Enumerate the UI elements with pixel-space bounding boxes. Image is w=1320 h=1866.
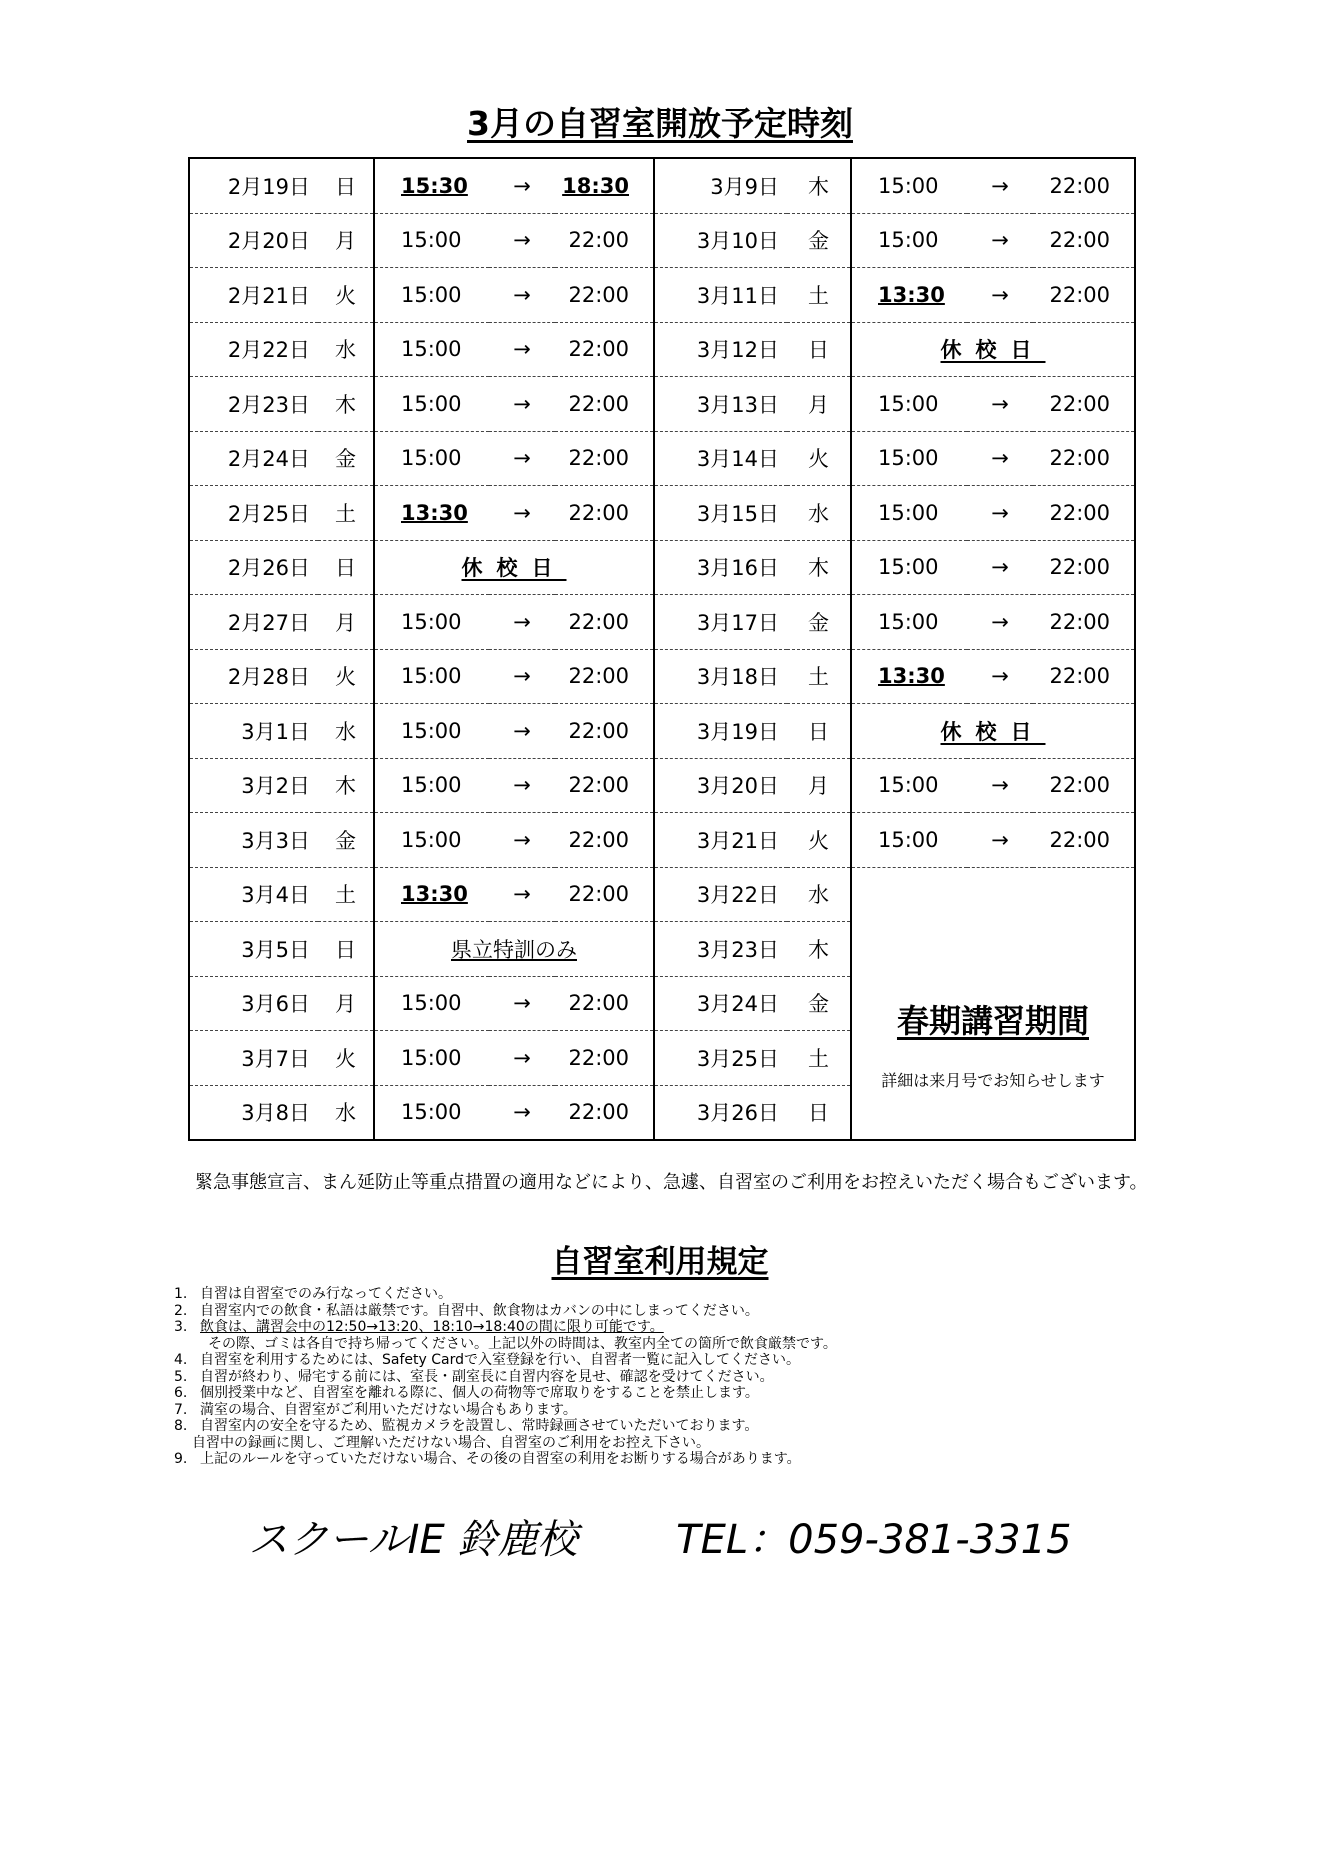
close-time: 22:00: [1033, 595, 1135, 650]
close-time: 22:00: [555, 268, 654, 323]
open-time: 15:00: [374, 322, 489, 377]
date-cell: 3月14日: [654, 431, 787, 486]
arrow: →: [513, 1100, 531, 1125]
date-cell: 3月13日: [654, 377, 787, 432]
close-time: 22:00: [555, 1031, 654, 1086]
open-time: 15:00: [374, 213, 489, 268]
weekday-cell: 水: [787, 867, 851, 922]
weekday-cell: 木: [787, 922, 851, 977]
weekday-cell: 木: [787, 540, 851, 595]
open-time: 15:00: [851, 213, 967, 268]
close-time: 22:00: [1033, 540, 1135, 595]
weekday-cell: 火: [318, 268, 374, 323]
open-time: 15:00: [851, 595, 967, 650]
open-time: 13:30: [851, 268, 967, 323]
weekday-cell: 月: [318, 976, 374, 1031]
rule-item: 3. 飲食は、講習会中の12:50→13:20、18:10→18:40の間に限り可能です。: [174, 1319, 664, 1335]
weekday-cell: 木: [787, 158, 851, 213]
date-cell: 2月27日: [189, 595, 318, 650]
date-cell: 2月23日: [189, 377, 318, 432]
weekday-cell: 水: [318, 1085, 374, 1140]
arrow: →: [489, 813, 555, 868]
open-time: 15:00: [374, 431, 489, 486]
arrow: →: [967, 377, 1033, 432]
date-cell: 2月20日: [189, 213, 318, 268]
weekday-cell: 水: [787, 486, 851, 541]
close-time: 22:00: [555, 1085, 654, 1140]
close-time: 22:00: [1033, 486, 1135, 541]
spring-course-note: 詳細は来月号でお知らせします: [881, 1070, 1105, 1090]
rule-item: 4. 自習室を利用するためには、Safety Cardで入室登録を行い、自習者一覧に記入してください。: [174, 1352, 800, 1368]
date-cell: 3月24日: [654, 976, 787, 1031]
table-row: [189, 213, 1135, 268]
date-cell: 3月1日: [189, 704, 318, 759]
arrow: →: [489, 867, 555, 922]
open-time: 15:00: [851, 486, 967, 541]
close-time: 22:00: [555, 213, 654, 268]
date-cell: 2月21日: [189, 268, 318, 323]
table-row: [189, 158, 1135, 213]
schedule-table: [188, 157, 1136, 1141]
date-cell: 3月26日: [696, 1101, 779, 1126]
date-cell: 2月26日: [189, 540, 318, 595]
weekday-cell: 土: [787, 649, 851, 704]
weekday-cell: 日: [787, 704, 851, 759]
date-cell: 3月19日: [654, 704, 787, 759]
arrow: →: [967, 540, 1033, 595]
open-time: 15:00: [851, 431, 967, 486]
page-title: 3月の自習室開放予定時刻: [467, 104, 853, 143]
table-row: [189, 813, 1135, 868]
open-time: 15:00: [851, 540, 967, 595]
arrow: →: [489, 758, 555, 813]
weekday-cell: 月: [787, 758, 851, 813]
close-time: 22:00: [1033, 377, 1135, 432]
weekday-cell: 火: [318, 649, 374, 704]
arrow: →: [967, 431, 1033, 486]
date-cell: 3月17日: [654, 595, 787, 650]
close-time: 22:00: [555, 486, 654, 541]
weekday-cell: 日: [318, 540, 374, 595]
rule-item: 5. 自習が終わり、帰宅する前には、室長・副室長に自習内容を見せ、確認を受けてください。: [174, 1368, 774, 1385]
rule-item: 8. 自習室内の安全を守るため、監視カメラを設置し、常時録画させていただいております。: [174, 1418, 759, 1434]
weekday-cell: 日: [787, 1085, 851, 1140]
date-cell: 3月11日: [654, 268, 787, 323]
close-time: 22:00: [1033, 268, 1135, 323]
spring-course-title: 春期講習期間: [896, 1001, 1089, 1040]
date-cell: 3月7日: [189, 1031, 318, 1086]
arrow: →: [967, 649, 1033, 704]
arrow: →: [489, 377, 555, 432]
table-row: [189, 867, 1135, 922]
emergency-notice: 緊急事態宣言、まん延防止等重点措置の適用などにより、急遽、自習室のご利用をお控えいただく場合もございます。: [195, 1172, 1148, 1193]
arrow: →: [489, 268, 555, 323]
weekday-cell: 月: [318, 213, 374, 268]
date-cell: 2月28日: [189, 649, 318, 704]
table-row: [189, 704, 1135, 759]
date-cell: 3月20日: [654, 758, 787, 813]
date-cell: 2月25日: [189, 486, 318, 541]
arrow: →: [967, 486, 1033, 541]
close-time: 22:00: [1033, 813, 1135, 868]
rule-item: 1. 自習は自習室でのみ行なってください。: [174, 1286, 452, 1302]
weekday-cell: 月: [318, 595, 374, 650]
closed-day-label: 休校日: [851, 704, 1135, 759]
close-time: 22:00: [1033, 758, 1135, 813]
weekday-cell: 金: [318, 813, 374, 868]
open-time: 15:00: [851, 758, 967, 813]
close-time: 22:00: [555, 813, 654, 868]
closed-day-label: 休校日: [374, 540, 654, 595]
open-time: 15:00: [374, 649, 489, 704]
open-time: 15:00: [374, 758, 489, 813]
date-cell: 3月16日: [654, 540, 787, 595]
weekday-cell: 日: [318, 158, 374, 213]
open-time: 15:30: [374, 158, 489, 213]
open-time: 15:00: [374, 377, 489, 432]
date-cell: 3月2日: [189, 758, 318, 813]
close-time: 22:00: [1033, 649, 1135, 704]
rule-item-continued: 自習中の録画に関し、ご理解いただけない場合、自習室のご利用をお控え下さい。: [192, 1434, 710, 1451]
rules-title: 自習室利用規定: [551, 1244, 769, 1280]
arrow: →: [967, 158, 1033, 213]
open-time: 15:00: [401, 1100, 462, 1125]
date-cell: 3月6日: [189, 976, 318, 1031]
arrow: →: [489, 976, 555, 1031]
weekday-cell: 火: [787, 813, 851, 868]
date-cell: 2月22日: [189, 322, 318, 377]
rule-item-continued: その際、ゴミは各自で持ち帰ってください。上記以外の時間は、教室内全ての箇所で飲食厳禁です。: [208, 1335, 837, 1352]
close-time: 22:00: [1033, 158, 1135, 213]
weekday-cell: 土: [318, 867, 374, 922]
closed-day-label: 休校日: [851, 322, 1135, 377]
weekday-cell: 水: [318, 322, 374, 377]
arrow: →: [489, 1031, 555, 1086]
arrow: →: [489, 704, 555, 759]
weekday-cell: 金: [787, 976, 851, 1031]
school-name: スクールIE 鈴鹿校: [248, 1517, 578, 1563]
date-cell: 3月23日: [654, 922, 787, 977]
weekday-cell: 金: [787, 595, 851, 650]
open-time: 15:00: [851, 158, 967, 213]
close-time: 22:00: [555, 377, 654, 432]
date-cell: 3月12日: [654, 322, 787, 377]
date-cell: 3月15日: [654, 486, 787, 541]
close-time: 22:00: [1033, 431, 1135, 486]
arrow: →: [489, 595, 555, 650]
close-time: 22:00: [555, 322, 654, 377]
open-time: 15:00: [374, 1031, 489, 1086]
arrow: →: [489, 649, 555, 704]
weekday-cell: 土: [787, 1031, 851, 1086]
open-time: 15:00: [851, 813, 967, 868]
table-row: [189, 268, 1135, 323]
open-time: 13:30: [374, 867, 489, 922]
weekday-cell: 金: [318, 431, 374, 486]
close-time: 22:00: [555, 595, 654, 650]
close-time: 22:00: [1033, 213, 1135, 268]
open-time: 15:00: [374, 704, 489, 759]
table-row: [189, 486, 1135, 541]
footer-contact: [0, 1508, 1320, 1565]
open-time: 15:00: [374, 976, 489, 1031]
close-time: 22:00: [555, 867, 654, 922]
special-session-label: 県立特訓のみ: [374, 922, 654, 977]
arrow: →: [489, 158, 555, 213]
weekday-cell: 火: [787, 431, 851, 486]
arrow: →: [489, 322, 555, 377]
phone-number: TEL：059-381-3315: [676, 1517, 1072, 1563]
rules-list: [174, 1286, 1174, 1468]
arrow: →: [489, 213, 555, 268]
table-row: [189, 595, 1135, 650]
arrow: →: [967, 213, 1033, 268]
arrow: →: [489, 486, 555, 541]
weekday-cell: 木: [318, 377, 374, 432]
open-time: 15:00: [374, 268, 489, 323]
table-row: [189, 540, 1135, 595]
table-row: [189, 377, 1135, 432]
close-time: 22:00: [555, 431, 654, 486]
rule-item: 2. 自習室内での飲食・私語は厳禁です。自習中、飲食物はカバンの中にしまってください。: [174, 1302, 759, 1319]
rule-item: 9. 上記のルールを守っていただけない場合、その後の自習室の利用をお断りする場合があります。: [174, 1451, 801, 1467]
weekday-cell: 日: [787, 322, 851, 377]
arrow: →: [967, 268, 1033, 323]
open-time: 15:00: [851, 377, 967, 432]
spring-course-block: [851, 867, 1135, 1140]
weekday-cell: 火: [318, 1031, 374, 1086]
rule-item: 7. 満室の場合、自習室がご利用いただけない場合もあります。: [174, 1401, 577, 1418]
table-row: [189, 431, 1135, 486]
date-cell: 3月10日: [654, 213, 787, 268]
date-cell: 3月3日: [189, 813, 318, 868]
close-time: 22:00: [555, 649, 654, 704]
date-cell: 3月18日: [654, 649, 787, 704]
arrow: →: [967, 758, 1033, 813]
date-cell: 3月21日: [654, 813, 787, 868]
close-time: 22:00: [555, 976, 654, 1031]
weekday-cell: 木: [318, 758, 374, 813]
weekday-cell: 金: [787, 213, 851, 268]
open-time: 13:30: [374, 486, 489, 541]
close-time: 18:30: [555, 158, 654, 213]
date-cell: 3月5日: [189, 922, 318, 977]
date-cell: 2月24日: [189, 431, 318, 486]
date-cell: 3月9日: [654, 158, 787, 213]
arrow: →: [489, 431, 555, 486]
weekday-cell: 土: [787, 268, 851, 323]
weekday-cell: 日: [318, 922, 374, 977]
weekday-cell: 土: [318, 486, 374, 541]
close-time: 22:00: [555, 758, 654, 813]
date-cell: 3月4日: [189, 867, 318, 922]
date-cell: 2月19日: [189, 158, 318, 213]
open-time: 15:00: [374, 813, 489, 868]
arrow: →: [967, 595, 1033, 650]
open-time: 13:30: [851, 649, 967, 704]
date-cell: 3月25日: [654, 1031, 787, 1086]
table-row: [189, 322, 1135, 377]
open-time: 15:00: [374, 595, 489, 650]
close-time: 22:00: [555, 704, 654, 759]
date-cell: 3月8日: [241, 1101, 310, 1126]
rule-item: 6. 個別授業中など、自習室を離れる際に、個人の荷物等で席取りをすることを禁止します。: [174, 1385, 759, 1401]
weekday-cell: 月: [787, 377, 851, 432]
arrow: →: [967, 813, 1033, 868]
weekday-cell: 水: [318, 704, 374, 759]
table-row: [189, 758, 1135, 813]
table-row: [189, 649, 1135, 704]
date-cell: 3月22日: [654, 867, 787, 922]
